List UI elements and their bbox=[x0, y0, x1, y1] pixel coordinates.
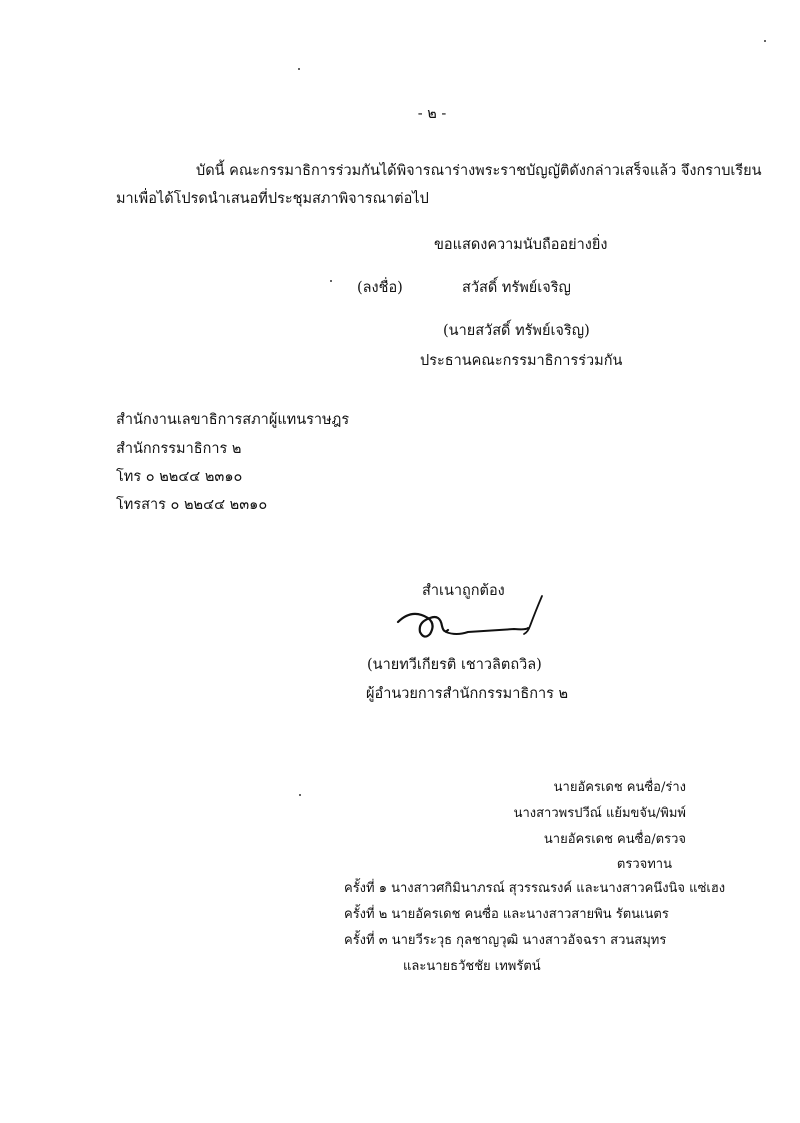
review-round-1: ครั้งที่ ๑ นางสาวศกิมินาภรณ์ สุวรรณรงค์ และนางสาวคนึงนิจ แซ่เฮง bbox=[344, 881, 726, 896]
signer-name: สวัสดิ์ ทรัพย์เจริญ bbox=[462, 280, 571, 296]
certified-copy-label: สำเนาถูกต้อง bbox=[422, 583, 505, 599]
scan-speck bbox=[330, 280, 332, 282]
certifier-title: ผู้อำนวยการสำนักกรรมาธิการ ๒ bbox=[366, 686, 569, 702]
office-division: สำนักกรรมาธิการ ๒ bbox=[116, 441, 242, 457]
body-line-2: มาเพื่อได้โปรดนำเสนอที่ประชุมสภาพิจารณาต่อไป bbox=[116, 191, 429, 207]
certifier-name: (นายทวีเกียรติ เชาวลิตถวิล) bbox=[367, 657, 542, 673]
scan-speck bbox=[764, 40, 766, 42]
review-round-3-continued: และนายธวัชชัย เทพรัตน์ bbox=[403, 959, 541, 974]
scan-speck bbox=[298, 68, 300, 70]
staff-draft: นายอัครเดช คนซื่อ/ร่าง bbox=[553, 780, 686, 795]
closing-salutation: ขอแสดงความนับถืออย่างยิ่ง bbox=[434, 237, 608, 253]
signer-full-name: (นายสวัสดิ์ ทรัพย์เจริญ) bbox=[443, 323, 590, 339]
staff-check: นายอัครเดช คนซื่อ/ตรวจ bbox=[543, 832, 686, 847]
page-number: - ๒ - bbox=[417, 106, 447, 122]
office-fax: โทรสาร ๐ ๒๒๔๔ ๒๓๑๐ bbox=[116, 497, 268, 513]
staff-review-label: ตรวจทาน bbox=[616, 857, 672, 872]
staff-print: นางสาวพรปวีณ์ แย้มขจัน/พิมพ์ bbox=[513, 806, 686, 821]
office-name: สำนักงานเลขาธิการสภาผู้แทนราษฎร bbox=[116, 412, 350, 428]
handwritten-signature bbox=[390, 592, 550, 652]
review-round-3: ครั้งที่ ๓ นายวีระวุธ กุลชาญวุฒิ นางสาวอัจฉรา สวนสมุทร bbox=[344, 933, 667, 948]
signer-title: ประธานคณะกรรมาธิการร่วมกัน bbox=[420, 353, 623, 369]
office-telephone: โทร ๐ ๒๒๔๔ ๒๓๑๐ bbox=[116, 469, 243, 485]
body-line-1: บัดนี้ คณะกรรมาธิการร่วมกันได้พิจารณาร่างพระราชบัญญัติดังกล่าวเสร็จแล้ว จึงกราบเรียน bbox=[196, 163, 762, 179]
scan-speck bbox=[299, 794, 301, 796]
review-round-2: ครั้งที่ ๒ นายอัครเดช คนซื่อ และนางสาวสายพิน รัตนเนตร bbox=[344, 907, 669, 922]
signed-label: (ลงชื่อ) bbox=[357, 280, 403, 296]
